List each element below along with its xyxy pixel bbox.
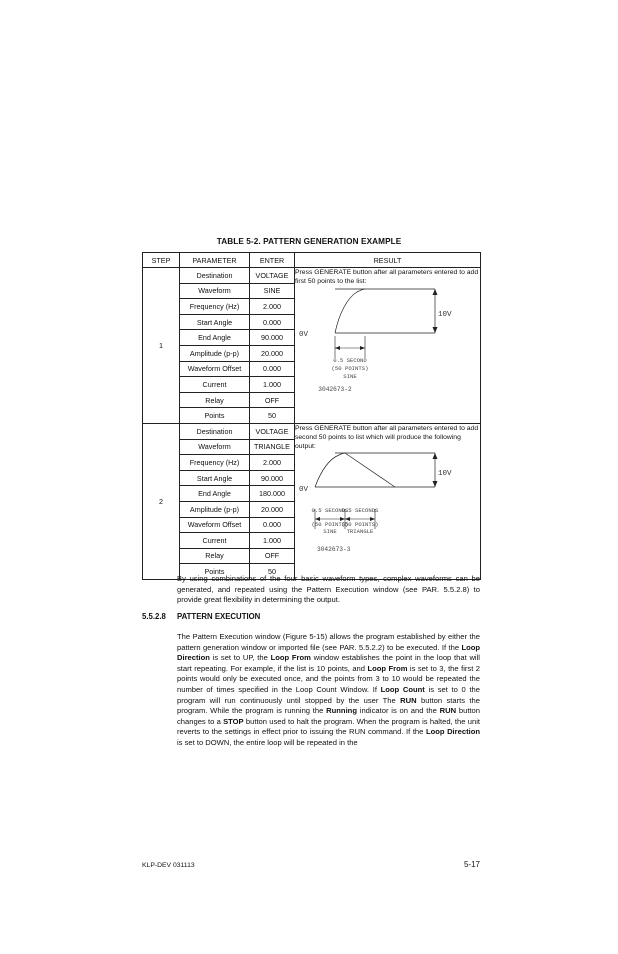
paragraph-pattern-execution xyxy=(177,632,480,749)
arrow-right-icon xyxy=(360,346,365,350)
parameter-cell: Relay xyxy=(180,548,250,564)
enter-cell: 0.000 xyxy=(250,361,295,377)
parameter-cell: Waveform xyxy=(180,283,250,299)
duration-label: 0.5 SECOND xyxy=(333,357,367,364)
bold-term: Loop From xyxy=(367,663,408,673)
label-10v: 10V xyxy=(438,469,452,478)
enter-cell: 180.000 xyxy=(250,486,295,502)
text-run: The Pattern Execution window (Figure 5-15) allows the program established by either the pattern generation window or imported file (see PAR. 5.5.2.2) to be executed. If the xyxy=(177,632,480,652)
bold-term: RUN xyxy=(439,706,457,716)
parameter-cell: Waveform xyxy=(180,439,250,455)
bold-term: Running xyxy=(326,706,357,716)
enter-cell: 2.000 xyxy=(250,299,295,315)
label-10v: 10V xyxy=(438,311,452,319)
header-step: STEP xyxy=(143,253,180,268)
result-cell xyxy=(295,268,481,424)
enter-cell: 20.000 xyxy=(250,501,295,517)
step-number: 2 xyxy=(143,423,180,579)
enter-cell: 0.000 xyxy=(250,314,295,330)
table-row xyxy=(143,268,481,284)
result-cell xyxy=(295,423,481,579)
bold-term: Loop Direction xyxy=(177,642,480,663)
enter-cell: OFF xyxy=(250,548,295,564)
parameter-cell: Destination xyxy=(180,268,250,284)
triangle-label: TRIANGLE xyxy=(346,527,374,535)
enter-cell: 2.000 xyxy=(250,455,295,471)
table-row xyxy=(143,423,481,439)
enter-cell: 0.000 xyxy=(250,517,295,533)
enter-cell: OFF xyxy=(250,392,295,408)
sine-waveform-figure xyxy=(295,286,475,404)
parameter-cell: Current xyxy=(180,533,250,549)
parameter-cell: Current xyxy=(180,377,250,393)
text-run: button changes to a xyxy=(177,706,480,726)
enter-cell: SINE xyxy=(250,283,295,299)
arrow-up-icon xyxy=(433,289,438,295)
text-run: is set to DOWN, the entire loop will be repeated in the xyxy=(177,737,358,747)
parameter-cell: Waveform Offset xyxy=(180,361,250,377)
parameter-cell: Relay xyxy=(180,392,250,408)
section-title: PATTERN EXECUTION xyxy=(177,612,261,621)
text-run: is set to 0 the program will run continuously until stopped by the user The xyxy=(177,684,481,705)
bold-term: RUN xyxy=(400,695,417,705)
text-run: window establishes the point in the loop that will start repeating. For example, if the list is 10 points, and xyxy=(177,653,480,673)
parameter-cell: End Angle xyxy=(180,486,250,502)
sine-curve xyxy=(315,453,345,487)
footer-document-id: KLP-DEV 031113 xyxy=(142,862,195,869)
bold-term: STOP xyxy=(223,716,244,726)
figure-id: 3042673-3 xyxy=(317,545,351,553)
header-result: RESULT xyxy=(295,253,481,268)
sine-duration-label: 0.5 SECONDS xyxy=(311,506,349,514)
parameter-cell: Amplitude (p-p) xyxy=(180,345,250,361)
enter-cell: TRIANGLE xyxy=(250,439,295,455)
enter-cell: VOLTAGE xyxy=(250,268,295,284)
figure-id: 3042673-2 xyxy=(318,386,352,393)
result-text: Press GENERATE button after all parameters entered to add first 50 points to the list: xyxy=(295,269,479,285)
parameter-cell: Start Angle xyxy=(180,314,250,330)
pattern-generation-table xyxy=(142,252,481,580)
text-run: is set to 3, the first 2 points would only be executed once, and the points from 3 to 10 would be repeated the number of times specified in the Loop Count Window. If xyxy=(177,663,481,694)
text-run: button starts the program. While the program is running the xyxy=(177,695,480,716)
sine-curve xyxy=(335,289,365,333)
arrow-left-icon xyxy=(335,346,340,350)
parameter-cell: Frequency (Hz) xyxy=(180,455,250,471)
parameter-cell: Waveform Offset xyxy=(180,517,250,533)
text-run: button used to halt the program. When the program is halted, the unit reverts to the settings in effect prior to issuing the RUN command. If the xyxy=(177,716,480,737)
enter-cell: 50 xyxy=(250,564,295,580)
parameter-cell: Amplitude (p-p) xyxy=(180,501,250,517)
result-text: Press GENERATE button after all parameters entered to add second 50 points to list which will produce the following output: xyxy=(295,424,479,450)
bold-term: Loop Direction xyxy=(425,727,480,737)
enter-cell: 90.000 xyxy=(250,330,295,346)
enter-cell: 1.000 xyxy=(250,377,295,393)
text-run: is set to UP, the xyxy=(209,653,271,663)
enter-cell: 20.000 xyxy=(250,345,295,361)
triangle-points-label: (50 POINTS) xyxy=(341,520,379,528)
paragraph-combinations: By using combinations of the four basic waveform types, complex waveforms can be generated, and repeated using the Pattern Execution window (see PAR. 5.5.2.8) to provide great flexibility in determining the output. xyxy=(177,574,480,605)
triangle-duration-label: 0.5 SECONDS xyxy=(341,506,379,514)
page-number: 5-17 xyxy=(463,860,480,869)
label-0v: 0V xyxy=(299,331,309,339)
parameter-cell: Start Angle xyxy=(180,470,250,486)
sine-triangle-waveform-figure xyxy=(295,451,475,565)
table-header-row xyxy=(143,253,481,268)
section-number: 5.5.2.8 xyxy=(142,612,166,621)
bold-term: Loop From xyxy=(270,653,311,663)
triangle-ramp xyxy=(345,453,395,487)
parameter-cell: End Angle xyxy=(180,330,250,346)
enter-cell: 1.000 xyxy=(250,533,295,549)
enter-cell: 90.000 xyxy=(250,470,295,486)
waveform-label: SINE xyxy=(343,373,357,380)
label-0v: 0V xyxy=(299,485,309,494)
bold-term: Loop Count xyxy=(380,684,425,694)
text-run: indicator is on and the xyxy=(356,706,440,716)
parameter-cell: Frequency (Hz) xyxy=(180,299,250,315)
header-parameter: PARAMETER xyxy=(180,253,250,268)
points-label: (50 POINTS) xyxy=(331,365,369,372)
arrow-up-icon xyxy=(433,453,438,459)
enter-cell: 50 xyxy=(250,408,295,424)
parameter-cell: Points xyxy=(180,408,250,424)
step-number: 1 xyxy=(143,268,180,424)
sine-points-label: (50 POINTS) xyxy=(311,520,349,528)
parameter-cell: Points xyxy=(180,564,250,580)
header-enter: ENTER xyxy=(250,253,295,268)
arrow-down-icon xyxy=(433,481,438,487)
table-title: TABLE 5-2. PATTERN GENERATION EXAMPLE xyxy=(216,237,402,246)
sine-label: SINE xyxy=(323,527,337,535)
parameter-cell: Destination xyxy=(180,423,250,439)
enter-cell: VOLTAGE xyxy=(250,423,295,439)
arrow-down-icon xyxy=(433,327,438,333)
